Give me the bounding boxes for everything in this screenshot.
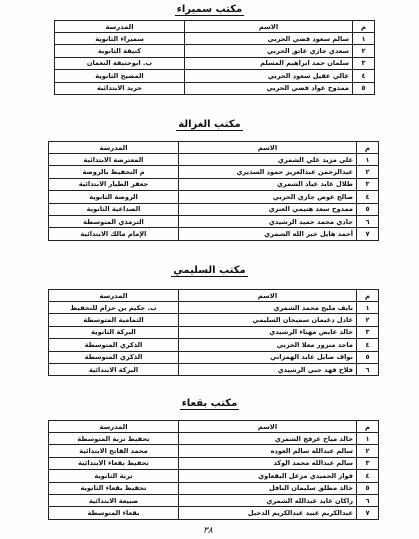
table-row xyxy=(49,363,379,375)
row-name: فواز الحميدي مزعل البقعاوي xyxy=(179,470,357,482)
table-row xyxy=(49,228,379,240)
row-name: فلاح فهد حبي الرشيدي xyxy=(179,363,357,375)
row-name: عبدالرحمن عبدالعزيز حمود السديري xyxy=(179,166,357,178)
table-row xyxy=(49,433,379,445)
row-name: خالد مياح عرفج الشمري xyxy=(179,433,357,445)
table-row xyxy=(55,45,375,57)
header-school: المدرسة xyxy=(49,290,179,302)
staff-table xyxy=(54,20,375,95)
row-school: تحفيظ تربة المتوسطة xyxy=(49,433,179,445)
row-name: جادي محمد حميد الرشيدي xyxy=(179,215,357,227)
row-name: خالد مطلق سليمان النافل xyxy=(179,482,357,494)
row-school: سميراء الثانوية xyxy=(55,33,185,45)
row-school: المضيح الثانوية xyxy=(55,70,185,82)
row-name: خالد عايض مهناء الرشيدي xyxy=(179,326,357,338)
table-row xyxy=(49,314,379,326)
section-title: مكتب بقعاء xyxy=(181,398,238,409)
table-row xyxy=(55,57,375,69)
row-name: عالي عقيل سعود الحربي xyxy=(185,70,353,82)
row-name: عبدالكريم عبيد عبدالكريم الدخيل xyxy=(179,507,357,519)
row-number: ٢ xyxy=(357,314,379,326)
row-number: ٥ xyxy=(357,203,379,215)
row-school: ضبيعة الابتدائية xyxy=(49,494,179,506)
row-name: ماجد منزور معلا الحربي xyxy=(179,339,357,351)
table-header-row xyxy=(49,290,379,302)
table-row xyxy=(49,507,379,519)
table-row xyxy=(55,33,375,45)
row-school: بقعاء المتوسطة xyxy=(49,507,179,519)
staff-table xyxy=(48,289,379,376)
header-name: الاسم xyxy=(185,21,353,33)
table-row xyxy=(49,154,379,166)
table-row xyxy=(49,178,379,190)
row-number: ٢ xyxy=(357,166,379,178)
row-school: الذكري المتوسطة xyxy=(49,351,179,363)
row-number: ٥ xyxy=(357,482,379,494)
row-number: ٤ xyxy=(357,470,379,482)
row-school: الروضة الثانوية xyxy=(49,191,179,203)
row-number: ٢ xyxy=(357,445,379,457)
table-header-row xyxy=(55,21,375,33)
row-number: ٧ xyxy=(357,507,379,519)
staff-table xyxy=(48,141,379,241)
table-row xyxy=(55,82,375,94)
header-number: م xyxy=(353,21,375,33)
row-number: ٦ xyxy=(357,363,379,375)
table-header-row xyxy=(49,421,379,433)
staff-table xyxy=(48,420,379,520)
row-school: تحفيظ بقعاء الابتدائية xyxy=(49,457,179,469)
row-school: الثمامية المتوسطة xyxy=(49,314,179,326)
row-number: ٤ xyxy=(357,339,379,351)
row-name: طلال عايد عياد الشمري xyxy=(179,178,357,190)
row-school: م التحفيظ بالروضة xyxy=(49,166,179,178)
table-row xyxy=(49,457,379,469)
row-school: ب. حكيم بن حزام للتحفيظ xyxy=(49,302,179,314)
row-school: جعفر الطيار الابتدائية xyxy=(49,178,179,190)
table-row xyxy=(49,302,379,314)
header-name: الاسم xyxy=(179,290,357,302)
table-header-row xyxy=(49,142,379,154)
row-school: الذكري المتوسطة xyxy=(49,339,179,351)
header-school: المدرسة xyxy=(55,21,185,33)
row-school: الترمذي المتوسطة xyxy=(49,215,179,227)
table-row xyxy=(49,470,379,482)
row-name: نواف صايل عايد الهمزاني xyxy=(179,351,357,363)
row-number: ١ xyxy=(357,433,379,445)
row-name: علي مزيد علي الشمري xyxy=(179,154,357,166)
table-row xyxy=(49,203,379,215)
row-school: محمد الفاتح الابتدائية xyxy=(49,445,179,457)
table-row xyxy=(49,445,379,457)
row-name: سلمان حمد ابراهيم المسلم xyxy=(185,57,353,69)
row-number: ١ xyxy=(357,302,379,314)
table-row xyxy=(55,70,375,82)
row-number: ٣ xyxy=(357,178,379,190)
section-title: مكتب الغزالة xyxy=(178,119,241,130)
table-row xyxy=(49,215,379,227)
row-name: عادل دغيمان سميحان السليمي xyxy=(179,314,357,326)
row-number: ٤ xyxy=(353,70,375,82)
row-number: ٦ xyxy=(357,494,379,506)
header-number: م xyxy=(357,290,379,302)
table-row xyxy=(49,326,379,338)
table-row xyxy=(49,351,379,363)
row-school: المعترضة الابتدائية xyxy=(49,154,179,166)
row-school: البركة الثانوية xyxy=(49,326,179,338)
row-school: كتيفة الثانوية xyxy=(55,45,185,57)
row-name: راكان عايد عبدالله الشمري xyxy=(179,494,357,506)
section-title: مكتب سميراء xyxy=(176,4,243,15)
row-name: سالم عبدالله سالم العوده xyxy=(179,445,357,457)
row-school: البركة الابتدائية xyxy=(49,363,179,375)
row-school: حريد الابتدائية xyxy=(55,82,185,94)
row-school: تحفيظ بقعاء الثانوية xyxy=(49,482,179,494)
row-name: نايف مليح محمد الشمري xyxy=(179,302,357,314)
row-number: ٣ xyxy=(357,326,379,338)
row-name: أحمد هايل خير الله الشمري xyxy=(179,228,357,240)
row-school: تربة الثانوية xyxy=(49,470,179,482)
row-school: الصداعية الثانوية xyxy=(49,203,179,215)
table-row xyxy=(49,166,379,178)
table-row xyxy=(49,191,379,203)
header-number: م xyxy=(357,421,379,433)
row-name: سالم عبدالله محمد الوكد xyxy=(179,457,357,469)
header-name: الاسم xyxy=(179,421,357,433)
row-number: ٧ xyxy=(357,228,379,240)
row-name: صالح عوض جازي الحربي xyxy=(179,191,357,203)
row-number: ٣ xyxy=(353,57,375,69)
row-name: ممدوح عواد فضي الحربي xyxy=(185,82,353,94)
row-number: ٤ xyxy=(357,191,379,203)
row-number: ٥ xyxy=(353,82,375,94)
row-number: ٦ xyxy=(357,215,379,227)
header-number: م xyxy=(357,142,379,154)
header-name: الاسم xyxy=(179,142,357,154)
row-name: سالم سعود فضي الحربي xyxy=(185,33,353,45)
table-row xyxy=(49,482,379,494)
header-school: المدرسة xyxy=(49,142,179,154)
row-school: ب. ابوحنيفة النعمان xyxy=(55,57,185,69)
row-number: ٣ xyxy=(357,457,379,469)
row-name: ممدوح سعد هتيمي العنزي xyxy=(179,203,357,215)
row-school: الإمام مالك الابتدائية xyxy=(49,228,179,240)
section-title: مكتب السليمي xyxy=(173,265,246,276)
table-row xyxy=(49,339,379,351)
row-number: ٢ xyxy=(353,45,375,57)
row-number: ٥ xyxy=(357,351,379,363)
header-school: المدرسة xyxy=(49,421,179,433)
table-row xyxy=(49,494,379,506)
page-number: ٣٨ xyxy=(203,526,213,536)
row-number: ١ xyxy=(353,33,375,45)
row-number: ١ xyxy=(357,154,379,166)
row-name: سعدي جازي عاتق الحربي xyxy=(185,45,353,57)
